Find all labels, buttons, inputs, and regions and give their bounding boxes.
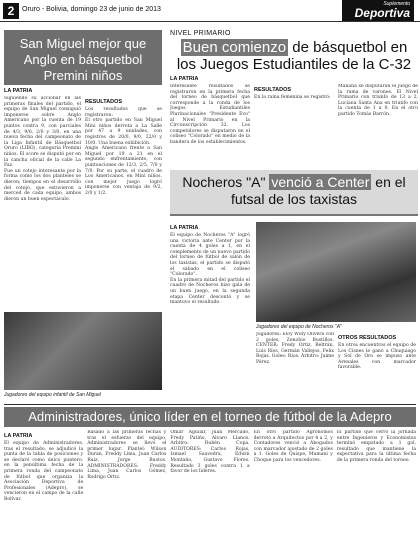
- right-photo-caption: Jugadores del equipo de Nocheros "A": [256, 324, 342, 330]
- left-story: [4, 30, 162, 300]
- headline-rest: en el futsal de los taxistas: [230, 174, 406, 207]
- left-results-sub: Los resultados que se registraron:: [85, 107, 162, 118]
- left-story-columns: [4, 96, 162, 202]
- deportiva-logo: [342, 0, 414, 21]
- bottom-paragraph: Omar Aguilar, Juan Mercado, Fredy Patiño, Alvaro Llanos. Arbitro: Rubén Copa. AUDITORES: Carlos Rojas, Ismael Saavedra, Edwin Montaño, Gustavo Flores. Resultado 3 goles contra 1 a favor de los líderes.: [170, 430, 250, 475]
- left-story-section: LA PATRIA: [4, 88, 33, 94]
- right-results-sub: En la rama femenina se registró:: [254, 95, 331, 100]
- bottom-section: LA PATRIA: [4, 433, 33, 439]
- center-paragraph: Jugadores: Eloy Willy Olivera con 2 goles, Zenobio Bustillos. CENTER: Fredy Ortiz, Beltrán, Luis Ríos, Germán Vallejos, Felix Rojas. Goles: Ríos. Árbitro: Jaime Pérez.: [256, 332, 334, 365]
- bottom-paragraph: El partido que cerró la jornada entre Ingenieros y Economistas terminó empatado a 1 gol, resultado que mantiene la expectativa para la última fecha de la primera ronda del torneo.: [336, 430, 417, 463]
- headline-highlight: venció a Center: [271, 174, 370, 190]
- team-photo-san-miguel: [4, 312, 162, 390]
- right-top-section: LA PATRIA: [170, 76, 199, 82]
- right-top-paragraph: Interesante resultados se registraron en la primera fecha del torneo de básquetbol que corresponde a la ronda de los Juegos Estudiantiles Plurinacionales "Presidente Evo" al Nivel Primario en la Circunscripción 32. Los competidores se disputaron en el coliseo "Colorado" en medio de la bandera de los establecimientos.: [170, 84, 250, 145]
- right-results-title: RESULTADOS: [254, 87, 292, 93]
- page-header: [0, 0, 420, 22]
- right-top-headline: [170, 39, 418, 73]
- headline-highlight: Buen comienzo: [182, 39, 287, 56]
- headline-lead: Nocheros "A": [182, 174, 266, 190]
- page-number: 2: [3, 3, 19, 19]
- center-paragraph: El equipo de Nocheros "A" logró una victoria ante Center por la cuenta de 4 goles a 1, en el complemento de un nuevo partido del torneo de fútbol de salón de los taxistas, el partido se disputó el sábado en el coliseo "Colorado".: [170, 233, 250, 278]
- others-title: OTROS RESULTADOS: [338, 335, 397, 341]
- logo-main-text: Deportiva: [354, 6, 410, 20]
- right-top-story: [170, 30, 418, 146]
- bottom-paragraph: El equipo de Administradores, tras el resultado, se adjudicó la punta de la tabla de posiciones y se declaró como único puntero, en la penúltima fecha de la primera ronda del campeonato de fútbol que organiza la Asociación Deportiva de Profesionales (Adepro), se vencieron en el campo de la calle Bolívar.: [4, 441, 84, 502]
- dateline: Oruro - Bolivia, domingo 23 de junio de 2013: [22, 6, 161, 13]
- center-story-banner: [170, 170, 418, 216]
- center-headline: [174, 174, 414, 208]
- left-story-headline: San Miguel mejor que Anglo en básquetbol Premini niños: [4, 30, 162, 85]
- left-story-paragraph: Fue un cotejo interesante por la forma como los dos planteles se dieron; tiempos en el desarrollo del cotejo, que estuvieron a merced de cada equipo, ambos dieron un buen espectáculo.: [4, 168, 81, 202]
- left-photo-caption: Jugadores del equipo infantil de San Miguel: [4, 392, 102, 398]
- bottom-headline: Administradores, único líder en el torneo de fútbol de la Adepro: [4, 407, 416, 427]
- bottom-paragraph: Basado a las primeras fechas y tras el esfuerzo del equipo, Administradores se llevó el primer lugar. Plantel: Wilson Duran, Freddy Lima, Juan Carlos Ruiz, Jorge Bustos. ADMINISTRADORES: Freddy Lima, Juan Carlos Gómez, Rodrigo Ortiz.: [87, 430, 167, 480]
- kicker: NIVEL PRIMARIO: [170, 30, 231, 37]
- right-top-columns: [170, 84, 418, 146]
- center-story-text: [170, 222, 250, 306]
- right-top-paragraph: Mañana se disputarán el juego de la rama de varones. El Nivel Primario con triunfo de 13 a 2, Luciana Santa Ana en triunfo con la cuenta de 1 a 0. En el otro partido Tomás Barrón.: [338, 84, 418, 117]
- left-story-paragraph: Anglo Americano frente a San Miguel por 19 a 21 en el segundo enfrentamiento, con puntuaciones de 12/3, 2/5, 7/0 y 7/0. Por su parte, el cuadro de Los Americanos, en Mini niños, con mejor juego logró imponerse con ventaja de 9/2, 2/0 y 1/2.: [85, 146, 162, 196]
- center-section: LA PATRIA: [170, 225, 199, 231]
- bottom-story: [4, 404, 416, 542]
- center-story-text-2: [256, 332, 416, 371]
- left-story-paragraph: Siguiendo su accionar en las primeras finales del partido, el equipo de San Miguel consiguió imponerse sobre Anglo Americano por la cuenta de 19 puntos contra 9, con parciales de 4/3, 9/6, 2/0 y 3/0, en una nueva fecha del campeonato de la Liga Infantil de Básquetbol Oruro (LIBO), categoría Premini niños. El score se disputó por en la cancha oficial de la calle La Paz.: [4, 96, 81, 169]
- bottom-columns: [4, 430, 416, 542]
- bottom-paragraph: En otro partido Agrónomos derrotó a Arquitectos por 4 a 2, y Contadores venció a Abogados con marcador ajustado de 2 goles a 1. Goles de Quispe, Mamani y Choque para los vencedores.: [253, 430, 333, 463]
- center-paragraph: En otros encuentros el equipo de Los Cisnes le ganó a Chuquiago y Sol de Oro se impuso ante Arenales con marcador favorable.: [338, 343, 416, 371]
- left-results-title: RESULTADOS: [85, 99, 123, 105]
- team-photo-nocheros: [256, 222, 416, 322]
- logo-top-text: Suplemento: [383, 1, 410, 7]
- left-story-paragraph: El otro partido en San Miguel Mini niños derrota a La Salle por 47 a 9 unidades, con registros de 20/0, 9/0, 22/0 y 10/0. Una buena exhibición.: [85, 118, 162, 146]
- headline-rest: de básquetbol en los Juegos Estudiantiles de la C-32: [176, 39, 412, 73]
- center-paragraph: En la primera mitad del partido el cuadro de Nocheros hizo gala de un buen juego, en la segunda etapa Center descontó y se mantuvo el resultado.: [170, 277, 250, 306]
